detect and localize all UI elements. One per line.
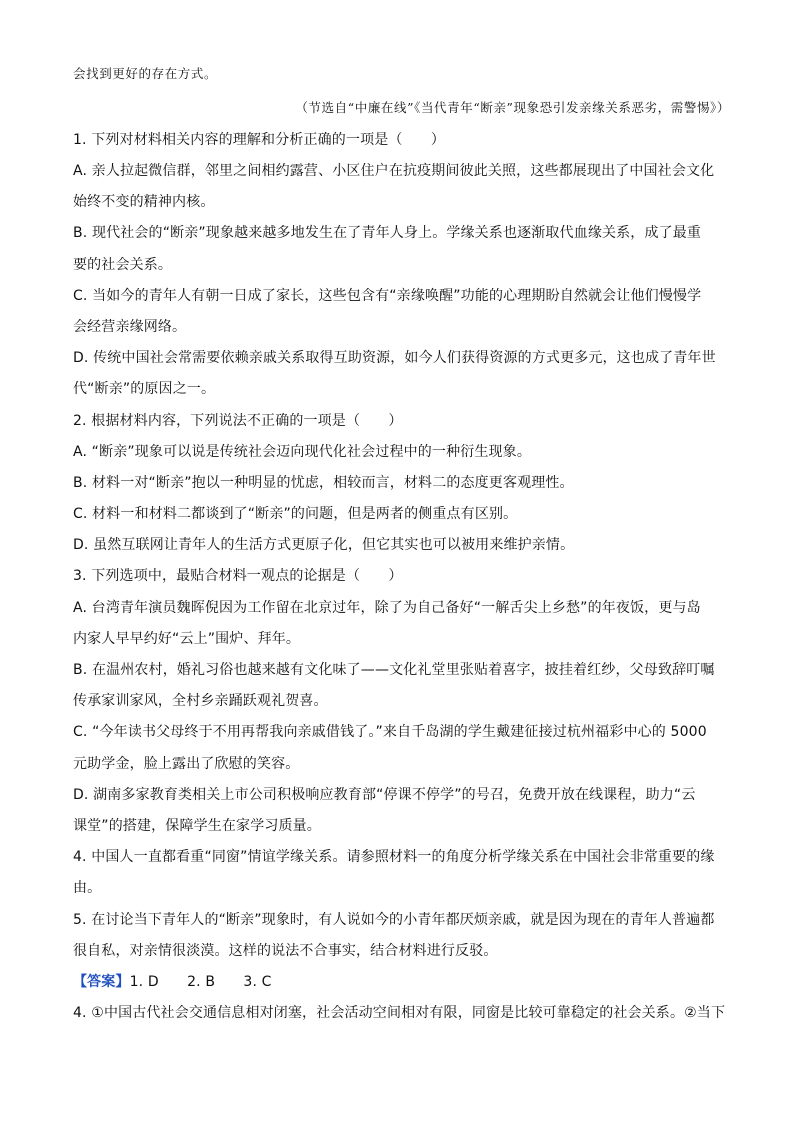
q2-option-a: A. “断亲”现象可以说是传统社会迈向现代化社会过程中的一种衍生现象。 (73, 444, 531, 460)
source-citation: （节选自“中廉在线”《当代青年“断亲”现象恐引发亲缘关系恶劣，需警惕》） (295, 100, 730, 115)
q3-option-c-line1: C. “今年读书父母终于不用再帮我向亲戚借钱了。”来自千岛湖的学生戴建征接过杭州福彩中心的 5000 (73, 724, 707, 740)
q1-option-c-line2: 会经营亲缘网络。 (73, 319, 187, 335)
q2-option-c: C. 材料一和材料二都谈到了“断亲”的问题，但是两者的侧重点有区别。 (73, 506, 518, 522)
answer-choices: 1. D 2. B 3. C (129, 974, 272, 990)
q3-option-a-line2: 内家人早早约好“云上”围炉、拜年。 (73, 631, 301, 647)
question-4-line1: 4. 中国人一直都看重“同窗”情谊学缘关系。请参照材料一的角度分析学缘关系在中国社会非常重要的缘 (73, 849, 715, 865)
q1-option-d-line1: D. 传统中国社会常需要依赖亲戚关系取得互助资源，如今人们获得资源的方式更多元，这也成了青年世 (73, 350, 716, 366)
q1-option-a-line2: 始终不变的精神内核。 (73, 194, 215, 210)
q3-option-d-line1: D. 湖南多家教育类相关上市公司积极响应教育部“停课不停学”的号召，免费开放在线课程，助力“云 (73, 787, 696, 803)
q1-option-b-line2: 要的社会关系。 (73, 257, 173, 273)
q2-option-b: B. 材料一对“断亲”抱以一种明显的忧虑，相较而言，材料二的态度更客观理性。 (73, 475, 574, 491)
question-4-line2: 由。 (73, 880, 102, 896)
q1-option-b-line1: B. 现代社会的“断亲”现象越来越多地发生在了青年人身上。学缘关系也逐渐取代血缘关系，成了最重 (73, 225, 702, 241)
q3-option-b-line1: B. 在温州农村，婚礼习俗也越来越有文化味了——文化礼堂里张贴着喜字，披挂着红纱，父母致辞叮嘱 (73, 662, 715, 678)
q3-option-a-line1: A. 台湾青年演员魏晖倪因为工作留在北京过年，除了为自己备好“一解舌尖上乡愁”的年夜饭，更与岛 (73, 600, 701, 616)
q1-option-c-line1: C. 当如今的青年人有朝一日成了家长，这些包含有“亲缘唤醒”功能的心理期盼自然就会让他们慢慢学 (73, 288, 702, 304)
passage-tail: 会找到更好的存在方式。 (73, 66, 218, 81)
q2-option-d: D. 虽然互联网让青年人的生活方式更原子化，但它其实也可以被用来维护亲情。 (73, 537, 575, 553)
q3-option-c-line2: 元助学金，脸上露出了欣慰的笑容。 (73, 756, 300, 772)
q1-option-d-line2: 代“断亲”的原因之一。 (73, 381, 216, 397)
question-2-stem: 2. 根据材料内容，下列说法不正确的一项是（ ） (73, 413, 403, 429)
question-1-stem: 1. 下列对材料相关内容的理解和分析正确的一项是（ ） (73, 132, 446, 148)
q1-option-a-line1: A. 亲人拉起微信群，邻里之间相约露营、小区住户在抗疫期间彼此关照，这些都展现出了中国社会文化 (73, 163, 715, 179)
q3-option-d-line2: 课堂”的搭建，保障学生在家学习质量。 (73, 818, 321, 834)
question-5-line1: 5. 在讨论当下青年人的“断亲”现象时，有人说如今的小青年都厌烦亲戚，就是因为现在的青年人普遍都 (73, 912, 715, 928)
answer-tag: 【答案】 (73, 974, 130, 990)
answer-line (73, 972, 723, 992)
q3-option-b-line2: 传承家训家风，全村乡亲踊跃观礼贺喜。 (73, 693, 328, 709)
answer-q4-line: 4. ①中国古代社会交通信息相对闭塞，社会活动空间相对有限，同窗是比较可靠稳定的社会关系。②当下 (73, 1005, 726, 1021)
question-5-line2: 很自私，对亲情很淡漠。这样的说法不合事实，结合材料进行反驳。 (73, 943, 498, 959)
question-3-stem: 3. 下列选项中，最贴合材料一观点的论据是（ ） (73, 568, 403, 584)
